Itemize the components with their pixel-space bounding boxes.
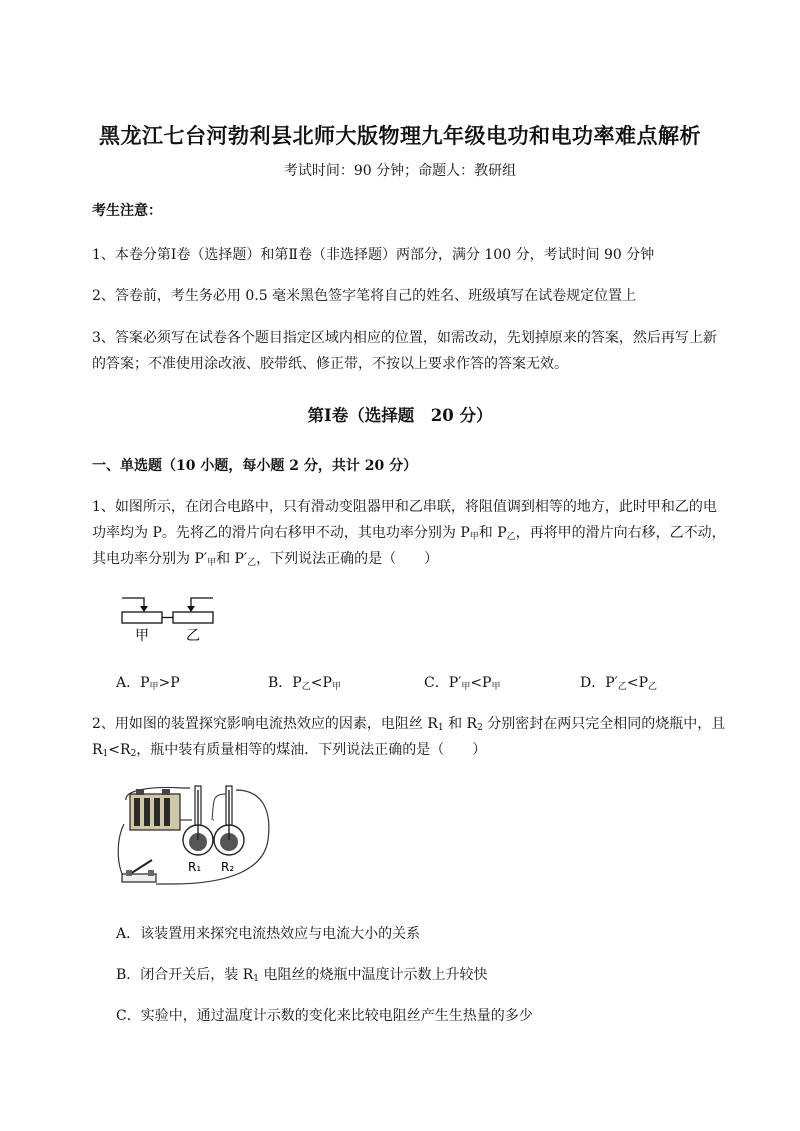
rheostat-label-right: 乙 [186,628,200,644]
q1-line2: 功率均为 P。先将乙的滑片向右移甲不动，其电功率分别为 $P_甲$和 $P_乙$，再将甲的滑片向右移，乙不动， [92,525,726,542]
q2-option-a[interactable]: A．该装置用来探究电流热效应与电流大小的关系 [116,926,421,942]
q1-option-a[interactable]: A．$P_甲>P$ [116,675,180,692]
notes-heading: 考生注意： [92,203,162,219]
q2-line1: 2、用如图的装置探究影响电流热效应的因素，电阻丝 $R_1$ 和 $R_2$ 分别密封在两只完全相同的烧瓶中，且 [92,716,726,733]
switch-icon [122,860,156,882]
note-item-1: 1、本卷分第Ⅰ卷（选择题）和第Ⅱ卷（非选择题）两部分，满分 100 分，考试时间 90 分钟 [92,247,655,263]
q1-line3: 其电功率分别为 $P'_甲$和 $P'_乙$，下列说法正确的是（ ） [92,551,439,568]
q1-option-d[interactable]: D．$P'_乙<P_乙$ [580,675,658,692]
note-item-3-line2: 的答案；不准使用涂改液、胶带纸、修正带，不按以上要求作答的答案无效。 [92,356,568,372]
rheostat-diagram [110,592,220,648]
q1-line1: 1、如图所示，在闭合电路中，只有滑动变阻器甲和乙串联，将阻值调到相等的地方，此时甲和乙的电 [92,499,717,515]
q2-option-b[interactable]: B．闭合开关后，装 $R_1$ 电阻丝的烧瓶中温度计示数上升较快 [116,967,488,984]
section-title: 第Ⅰ卷（选择题 20 分） [307,406,493,425]
q2-line2: $R_1<R_2$，瓶中装有质量相等的煤油．下列说法正确的是（ ） [92,742,487,759]
flask-r2-label: R₂ [221,860,235,874]
note-item-2: 2、答卷前，考生务必用 0.5 毫米黑色签字笔将自己的姓名、班级填写在试卷规定位置上 [92,288,637,304]
flask-r1-label: R₁ [188,860,202,874]
q1-option-b[interactable]: B．$P_乙<P_甲$ [268,675,341,692]
note-item-3-line1: 3、答案必须写在试卷各个题目指定区域内相应的位置，如需改动，先划掉原来的答案，然后再写上新 [92,330,717,346]
apparatus-diagram [112,780,277,890]
q1-option-c[interactable]: C．$P'_甲<P_甲$ [424,675,501,692]
exam-info: 考试时间：90 分钟；命题人：教研组 [283,163,517,179]
part-heading: 一、单选题（10 小题，每小题 2 分，共计 20 分） [92,458,418,474]
battery-icon [130,789,180,830]
flask-r2-icon [214,786,244,855]
document-title: 黑龙江七台河勃利县北师大版物理九年级电功和电功率难点解析 [99,123,701,148]
q2-option-c[interactable]: C．实验中，通过温度计示数的变化来比较电阻丝产生生热量的多少 [116,1008,533,1024]
rheostat-label-left: 甲 [135,628,149,644]
